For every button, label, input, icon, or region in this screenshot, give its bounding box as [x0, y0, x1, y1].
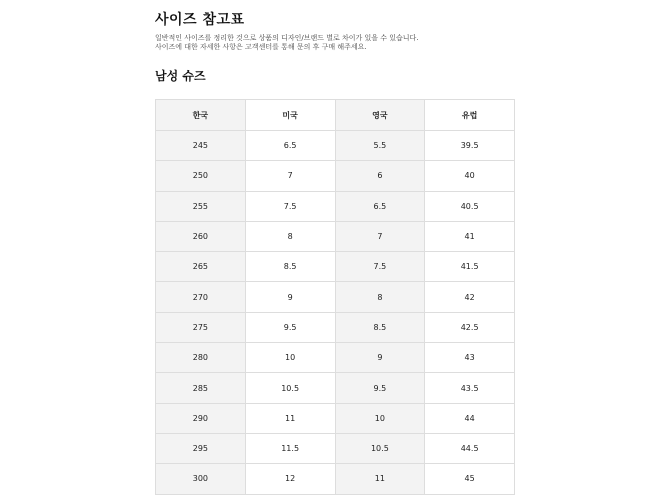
- size-cell-usa: 9: [245, 282, 335, 312]
- size-cell-uk: 7.5: [335, 252, 425, 282]
- size-cell-usa: 10.5: [245, 373, 335, 403]
- size-cell-korea: 245: [156, 131, 246, 161]
- table-row: [156, 221, 515, 251]
- size-cell-uk: 8: [335, 282, 425, 312]
- column-header-uk: 영국: [335, 100, 425, 131]
- size-cell-europe: 40: [425, 161, 515, 191]
- size-cell-uk: 11: [335, 464, 425, 494]
- size-cell-korea: 295: [156, 433, 246, 463]
- table-row: [156, 161, 515, 191]
- table-header-row: [156, 100, 515, 131]
- table-row: [156, 282, 515, 312]
- size-cell-europe: 42.5: [425, 312, 515, 342]
- table-row: [156, 464, 515, 494]
- table-row: [156, 191, 515, 221]
- table-row: [156, 373, 515, 403]
- size-cell-korea: 250: [156, 161, 246, 191]
- size-cell-europe: 45: [425, 464, 515, 494]
- size-table: [155, 99, 515, 495]
- size-cell-usa: 7.5: [245, 191, 335, 221]
- size-cell-uk: 9.5: [335, 373, 425, 403]
- size-cell-europe: 43.5: [425, 373, 515, 403]
- table-row: [156, 343, 515, 373]
- size-cell-usa: 12: [245, 464, 335, 494]
- size-cell-usa: 7: [245, 161, 335, 191]
- size-cell-korea: 280: [156, 343, 246, 373]
- table-row: [156, 312, 515, 342]
- size-cell-uk: 9: [335, 343, 425, 373]
- size-cell-korea: 290: [156, 403, 246, 433]
- size-cell-europe: 42: [425, 282, 515, 312]
- size-cell-europe: 44.5: [425, 433, 515, 463]
- size-cell-korea: 275: [156, 312, 246, 342]
- description-line-2: 사이즈에 대한 자세한 사항은 고객센터를 통해 문의 후 구매 해주세요.: [155, 43, 367, 51]
- size-cell-uk: 6: [335, 161, 425, 191]
- size-cell-uk: 8.5: [335, 312, 425, 342]
- column-header-usa: 미국: [245, 100, 335, 131]
- size-cell-europe: 41.5: [425, 252, 515, 282]
- column-header-korea: 한국: [156, 100, 246, 131]
- size-cell-europe: 40.5: [425, 191, 515, 221]
- size-cell-usa: 10: [245, 343, 335, 373]
- size-cell-korea: 270: [156, 282, 246, 312]
- size-cell-europe: 41: [425, 221, 515, 251]
- size-cell-usa: 11.5: [245, 433, 335, 463]
- size-cell-usa: 8: [245, 221, 335, 251]
- size-cell-korea: 260: [156, 221, 246, 251]
- section-title: 남성 슈즈: [155, 69, 206, 83]
- size-cell-usa: 8.5: [245, 252, 335, 282]
- size-cell-korea: 255: [156, 191, 246, 221]
- size-cell-korea: 300: [156, 464, 246, 494]
- size-cell-europe: 44: [425, 403, 515, 433]
- size-cell-uk: 10.5: [335, 433, 425, 463]
- page-description: [155, 34, 419, 52]
- size-cell-uk: 7: [335, 221, 425, 251]
- size-table-body: [156, 131, 515, 495]
- table-row: [156, 433, 515, 463]
- size-cell-uk: 6.5: [335, 191, 425, 221]
- size-cell-korea: 265: [156, 252, 246, 282]
- table-row: [156, 131, 515, 161]
- page-title: 사이즈 참고표: [155, 12, 245, 28]
- size-cell-europe: 43: [425, 343, 515, 373]
- description-line-1: 일반적인 사이즈를 정리한 것으로 상품의 디자인/브랜드 별로 차이가 있을 수 있습니다.: [155, 34, 419, 42]
- size-cell-uk: 10: [335, 403, 425, 433]
- column-header-europe: 유럽: [425, 100, 515, 131]
- size-cell-korea: 285: [156, 373, 246, 403]
- size-cell-usa: 9.5: [245, 312, 335, 342]
- size-cell-usa: 11: [245, 403, 335, 433]
- size-cell-europe: 39.5: [425, 131, 515, 161]
- size-cell-usa: 6.5: [245, 131, 335, 161]
- size-cell-uk: 5.5: [335, 131, 425, 161]
- table-row: [156, 403, 515, 433]
- table-row: [156, 252, 515, 282]
